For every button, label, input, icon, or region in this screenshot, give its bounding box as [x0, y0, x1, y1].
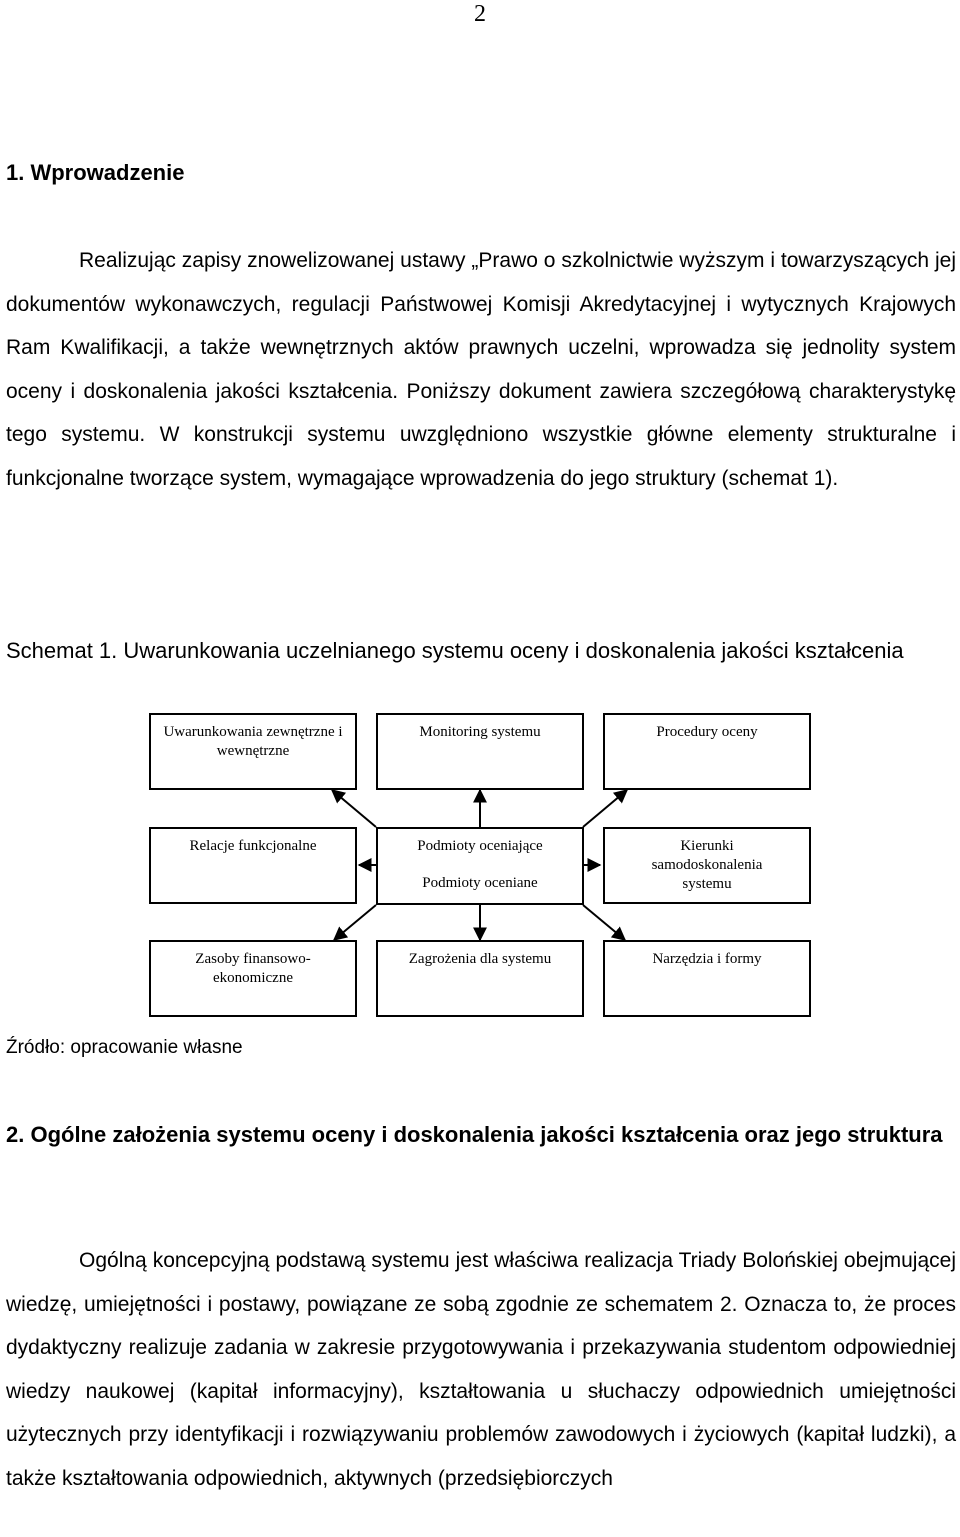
box-threats-label: Zagrożenia dla systemu [408, 951, 552, 967]
section-2-heading: 2. Ogólne założenia systemu oceny i doskonalenia jakości kształcenia oraz jego struktura [6, 1122, 943, 1147]
arrow-to-procedures [583, 790, 627, 827]
box-directions-label: Kierunki samodoskonalenia systemu [651, 838, 763, 892]
box-conditions [149, 713, 357, 790]
box-monitoring-label: Monitoring systemu [419, 724, 541, 740]
box-tools-label: Narzędzia i formy [652, 951, 762, 967]
box-monitoring [376, 713, 584, 790]
box-tools [603, 940, 811, 1017]
box-procedures [603, 713, 811, 790]
box-threats [376, 940, 584, 1017]
box-center-top-label: Podmioty oceniające [417, 838, 543, 854]
page-number: 2 [474, 1, 486, 27]
section-2-paragraph: Ogólną koncepcyjną podstawą systemu jest właściwa realizacja Triady Bolońskiej obejmującej wiedzę, umiejętności i postawy, powiązane ze sobą zgodnie ze schematem 2. Oznacza to, że proces dydaktyczny realizuje zadania w zakresie przygotowywania i przekazywania studentom odpowiedniej wiedzy naukowej (kapitał informacyjny), kształtowania u słuchaczy odpowiednich umiejętności użytecznych przy identyfikacji i rozwiązywaniu problemów zawodowych i życiowych (kapitał ludzki), a także kształtowania odpowiednich, aktywnych (przedsiębiorczych [6, 1249, 956, 1490]
box-conditions-label: Uwarunkowania zewnętrzne i wewnętrzne [163, 724, 343, 759]
box-procedures-label: Procedury oceny [656, 724, 758, 740]
box-directions [603, 827, 811, 904]
box-resources [149, 940, 357, 1017]
box-relations [149, 827, 357, 904]
box-relations-label: Relacje funkcjonalne [189, 838, 317, 854]
section-1-paragraph: Realizując zapisy znowelizowanej ustawy „Prawo o szkolnictwie wyższym i towarzyszących jej dokumentów wykonawczych, regulacji Państwowej Komisji Akredytacyjnej i wytycznych Krajowych Ram Kwalifikacji, a także wewnętrznych aktów prawnych uczelni, wprowadza się jednolity system oceny i doskonalenia jakości kształcenia. Poniższy dokument zawiera szczegółową charakterystykę tego systemu. W konstrukcji systemu uwzględniono wszystkie główne elementy strukturalne i funkcjonalne tworzące system, wymagające wprowadzenia do jego struktury (schemat 1). [6, 249, 956, 490]
arrow-to-conditions [332, 790, 376, 827]
arrow-to-resources [334, 905, 376, 940]
schema-caption: Schemat 1. Uwarunkowania uczelnianego systemu oceny i doskonalenia jakości kształcenia [6, 638, 904, 663]
arrow-to-tools [583, 905, 625, 940]
box-center [376, 827, 584, 905]
box-resources-label: Zasoby finansowo-ekonomiczne [195, 951, 311, 986]
schema-source: Źródło: opracowanie własne [6, 1037, 243, 1058]
box-center-bottom-label: Podmioty oceniane [422, 875, 538, 891]
section-1-heading: 1. Wprowadzenie [6, 160, 185, 185]
